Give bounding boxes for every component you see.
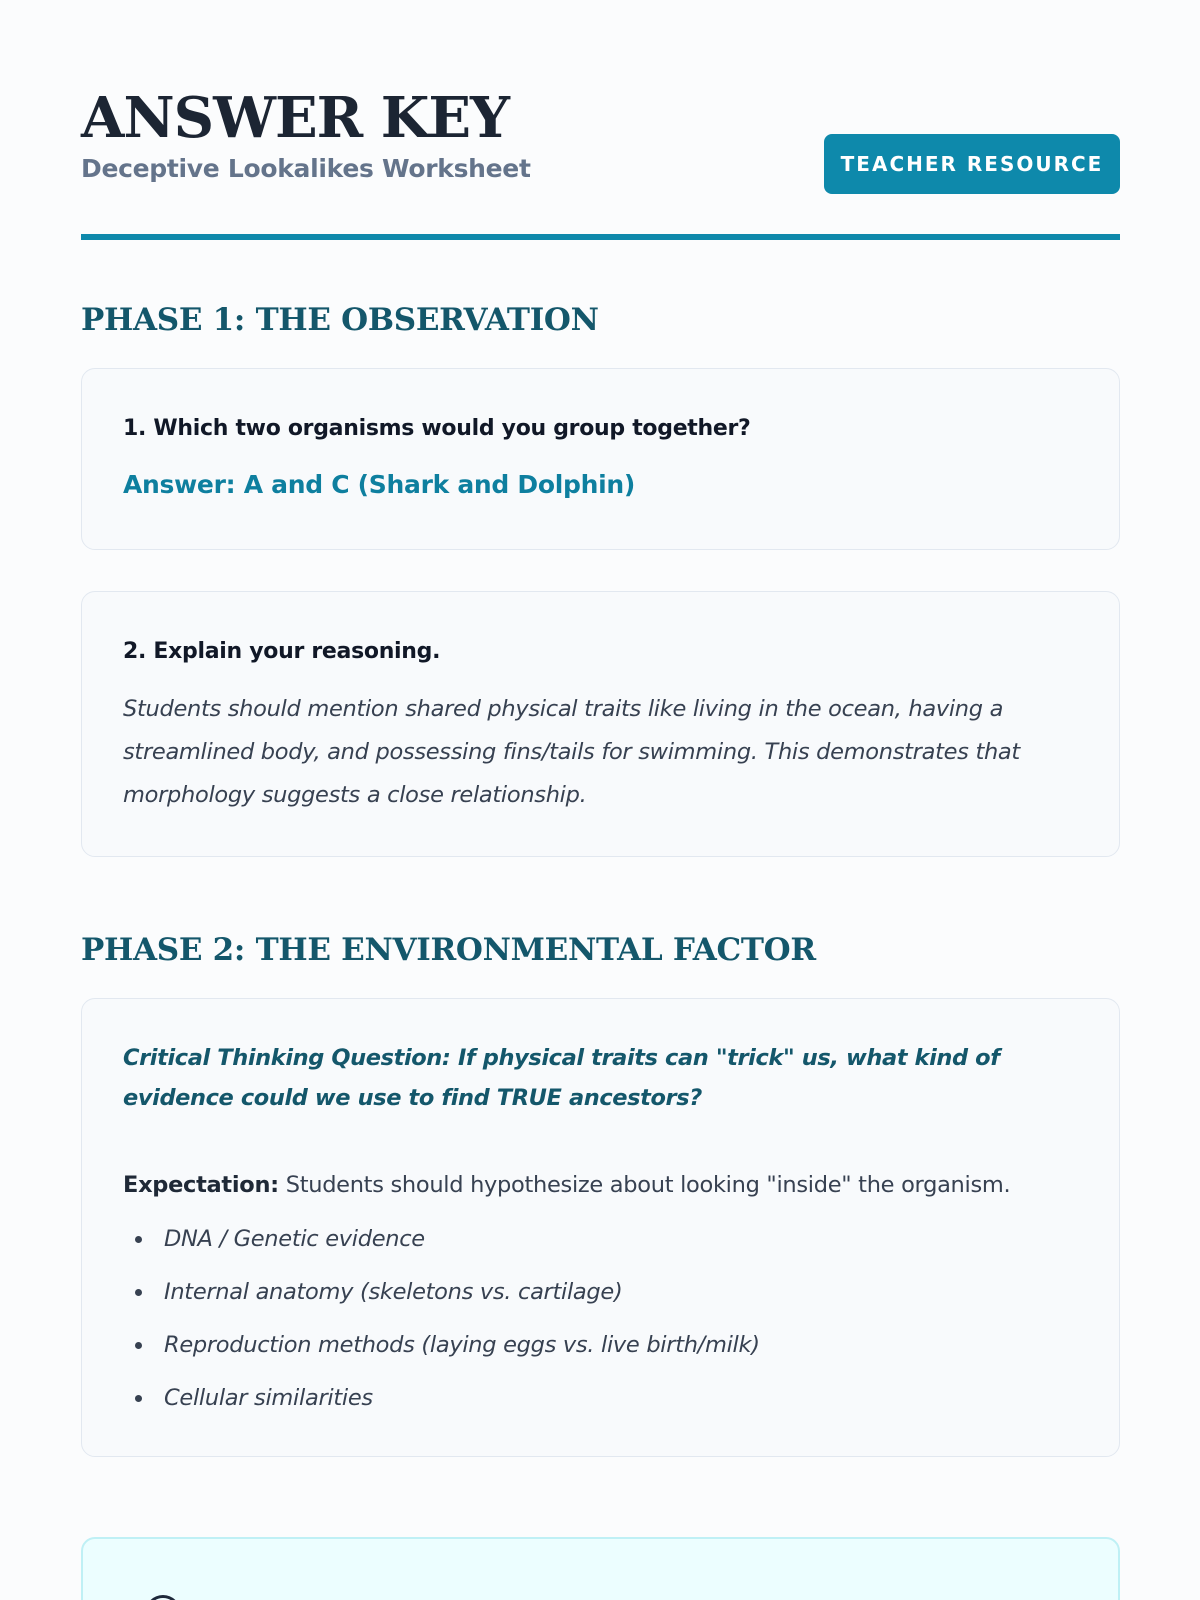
summary-card bbox=[81, 1537, 1120, 1600]
evidence-list bbox=[123, 1223, 1023, 1435]
phase-1-title: PHASE 1: THE OBSERVATION bbox=[81, 302, 599, 338]
question-1-text: 1. Which two organisms would you group together? bbox=[123, 416, 751, 441]
evidence-item-text: Cellular similarities bbox=[164, 1385, 373, 1411]
critical-thinking-question: Critical Thinking Question: If physical traits can "trick" us, what kind of evidence could we use to find TRUE ancestors? bbox=[123, 1045, 1000, 1111]
page-subtitle: Deceptive Lookalikes Worksheet bbox=[81, 154, 531, 183]
bullet-icon bbox=[135, 1289, 142, 1296]
question-1-card bbox=[81, 368, 1120, 550]
page-title: ANSWER KEY bbox=[81, 85, 510, 151]
question-2-card bbox=[81, 591, 1120, 857]
summary-icon bbox=[145, 1595, 181, 1600]
phase-2-title: PHASE 2: THE ENVIRONMENTAL FACTOR bbox=[81, 932, 816, 968]
expectation-label: Expectation: bbox=[123, 1172, 279, 1198]
teacher-resource-badge: TEACHER RESOURCE bbox=[824, 134, 1120, 194]
bullet-icon bbox=[135, 1395, 142, 1402]
question-1-answer: Answer: A and C (Shark and Dolphin) bbox=[123, 470, 635, 499]
list-item bbox=[123, 1276, 1023, 1329]
bullet-icon bbox=[135, 1236, 142, 1243]
expectation-body: Students should hypothesize about looking "inside" the organism. bbox=[278, 1172, 1011, 1198]
critical-thinking-card bbox=[81, 998, 1120, 1457]
bullet-icon bbox=[135, 1342, 142, 1349]
evidence-item-text: Reproduction methods (laying eggs vs. live birth/milk) bbox=[164, 1332, 760, 1358]
list-item bbox=[123, 1223, 1023, 1276]
evidence-item-text: DNA / Genetic evidence bbox=[164, 1226, 425, 1252]
list-item bbox=[123, 1382, 1023, 1435]
expectation-text bbox=[123, 1169, 1083, 1201]
page-header bbox=[81, 84, 1120, 240]
answer-key-page bbox=[81, 0, 1120, 1600]
evidence-item-text: Internal anatomy (skeletons vs. cartilage) bbox=[164, 1279, 623, 1305]
question-2-text: 2. Explain your reasoning. bbox=[123, 639, 441, 664]
list-item bbox=[123, 1329, 1023, 1382]
question-2-answer: Students should mention shared physical traits like living in the ocean, having a streamlined body, and possessing fins/tails for swimming. This demonstrates that morphology suggests a close relationship. bbox=[123, 696, 1020, 808]
